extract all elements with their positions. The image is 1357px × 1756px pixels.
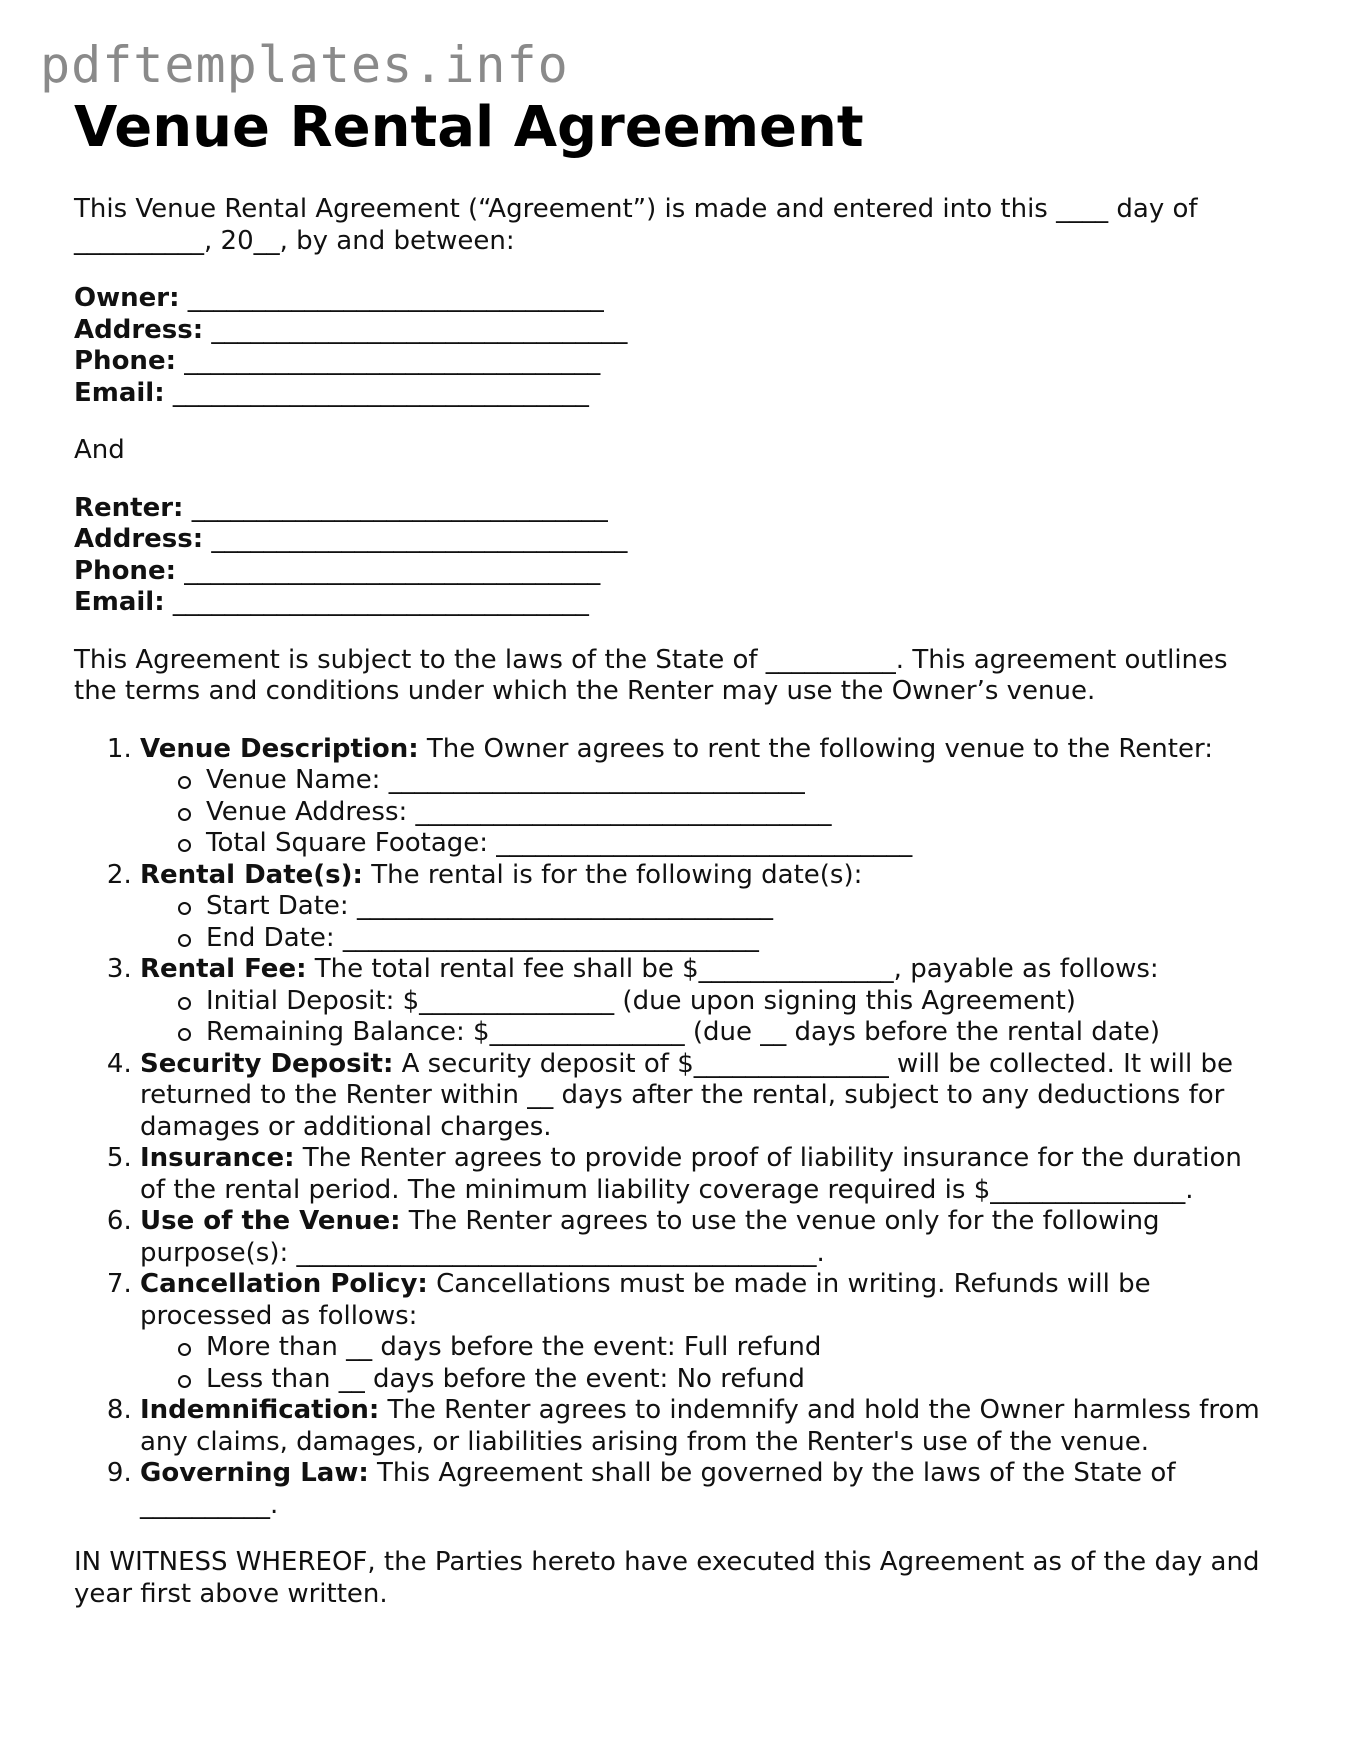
sub-item: Less than __ days before the event: No refund — [178, 1364, 1274, 1396]
term-text: The rental is for the following date(s): — [362, 859, 863, 890]
sub-item: Total Square Footage: ________________________________ — [178, 828, 1274, 860]
renter-phone-blank: ________________________________ — [175, 555, 601, 586]
renter-email-label: Email: — [74, 587, 165, 617]
governing-paragraph: This Agreement is subject to the laws of the State of __________. This agreement outlines the terms and conditions under which the Renter may use the Owner’s venue. — [74, 644, 1228, 706]
term-sublist — [140, 986, 1274, 1049]
sub-item: Initial Deposit: $_______________ (due upon signing this Agreement) — [178, 986, 1274, 1018]
renter-name-row — [74, 493, 1274, 525]
term-item — [140, 1458, 1274, 1521]
renter-block — [74, 493, 1274, 619]
term-text: Cancellations must be made in writing. Refunds will be processed as follows: — [140, 1269, 1151, 1331]
term-heading: Rental Date(s): — [140, 859, 363, 890]
owner-email-blank: ________________________________ — [164, 377, 589, 408]
owner-block — [74, 283, 1274, 409]
term-heading: Governing Law: — [140, 1458, 369, 1488]
and-text: And — [74, 435, 125, 465]
owner-address-row — [74, 315, 1274, 347]
term-item — [140, 734, 1274, 860]
term-item — [140, 954, 1274, 1049]
owner-name-blank: ________________________________ — [179, 283, 604, 313]
owner-email-row — [74, 378, 1274, 410]
term-heading: Rental Fee: — [140, 954, 307, 984]
term-heading: Indemnification: — [140, 1395, 380, 1425]
renter-phone-row — [74, 556, 1274, 588]
watermark: pdftemplates.info — [40, 36, 569, 94]
intro-paragraph: This Venue Rental Agreement (“Agreement”) is made and entered into this ____ day of __________, 20__, by and between: — [74, 194, 1198, 256]
renter-phone-label: Phone: — [74, 555, 176, 586]
renter-address-label: Address: — [74, 524, 204, 554]
term-sublist — [140, 765, 1274, 860]
renter-email-row — [74, 587, 1274, 619]
owner-name-row — [74, 283, 1274, 315]
term-text: The total rental fee shall be $_______________, payable as follows: — [306, 954, 1159, 984]
owner-address-label: Address: — [74, 314, 204, 345]
renter-name-blank: ________________________________ — [183, 492, 608, 523]
term-heading: Security Deposit: — [140, 1048, 394, 1079]
owner-phone-label: Phone: — [74, 346, 176, 376]
term-text: A security deposit of $_______________ will be collected. It will be returned to the Renter within __ days after the rental, subject to any deductions for damages or additional charges. — [140, 1048, 1233, 1142]
term-sublist — [140, 891, 1274, 954]
term-heading: Venue Description: — [140, 733, 419, 764]
owner-phone-row — [74, 346, 1274, 378]
document-title: Venue Rental Agreement — [74, 95, 864, 160]
owner-name-label: Owner: — [74, 283, 180, 313]
owner-email-label: Email: — [74, 377, 165, 408]
owner-address-blank: ________________________________ — [203, 314, 628, 345]
witness-paragraph: IN WITNESS WHEREOF, the Parties hereto have executed this Agreement as of the day and year first above written. — [74, 1547, 1260, 1609]
term-item — [140, 1206, 1274, 1269]
term-item — [140, 1049, 1274, 1144]
sub-item: Remaining Balance: $_______________ (due __ days before the rental date) — [178, 1017, 1274, 1049]
term-item — [140, 1395, 1274, 1458]
term-item — [140, 860, 1274, 955]
renter-email-blank: ________________________________ — [164, 587, 589, 617]
term-heading: Insurance: — [140, 1143, 295, 1173]
term-text: The Owner agrees to rent the following venue to the Renter: — [418, 733, 1213, 764]
term-heading: Use of the Venue: — [140, 1206, 401, 1236]
term-text: The Renter agrees to use the venue only for the following purpose(s): ________________________________________. — [140, 1206, 1160, 1268]
document-page — [74, 92, 1274, 1610]
renter-address-row — [74, 524, 1274, 556]
sub-item: Venue Name: ________________________________ — [178, 765, 1274, 797]
term-sublist — [140, 1332, 1274, 1395]
term-heading: Cancellation Policy: — [140, 1269, 428, 1299]
term-text: The Renter agrees to indemnify and hold the Owner harmless from any claims, damages, or liabilities arising from the Renter's use of the venue. — [140, 1395, 1260, 1457]
sub-item: End Date: ________________________________ — [178, 923, 1274, 955]
terms-list — [74, 734, 1274, 1522]
owner-phone-blank: ________________________________ — [175, 346, 601, 376]
term-item — [140, 1269, 1274, 1395]
term-text: The Renter agrees to provide proof of liability insurance for the duration of the rental period. The minimum liability coverage required is $_______________. — [140, 1143, 1242, 1205]
term-text: This Agreement shall be governed by the laws of the State of __________. — [140, 1458, 1176, 1520]
sub-item: More than __ days before the event: Full refund — [178, 1332, 1274, 1364]
sub-item: Venue Address: ________________________________ — [178, 797, 1274, 829]
sub-item: Start Date: ________________________________ — [178, 891, 1274, 923]
renter-address-blank: ________________________________ — [203, 524, 628, 554]
renter-name-label: Renter: — [74, 492, 184, 523]
term-item — [140, 1143, 1274, 1206]
